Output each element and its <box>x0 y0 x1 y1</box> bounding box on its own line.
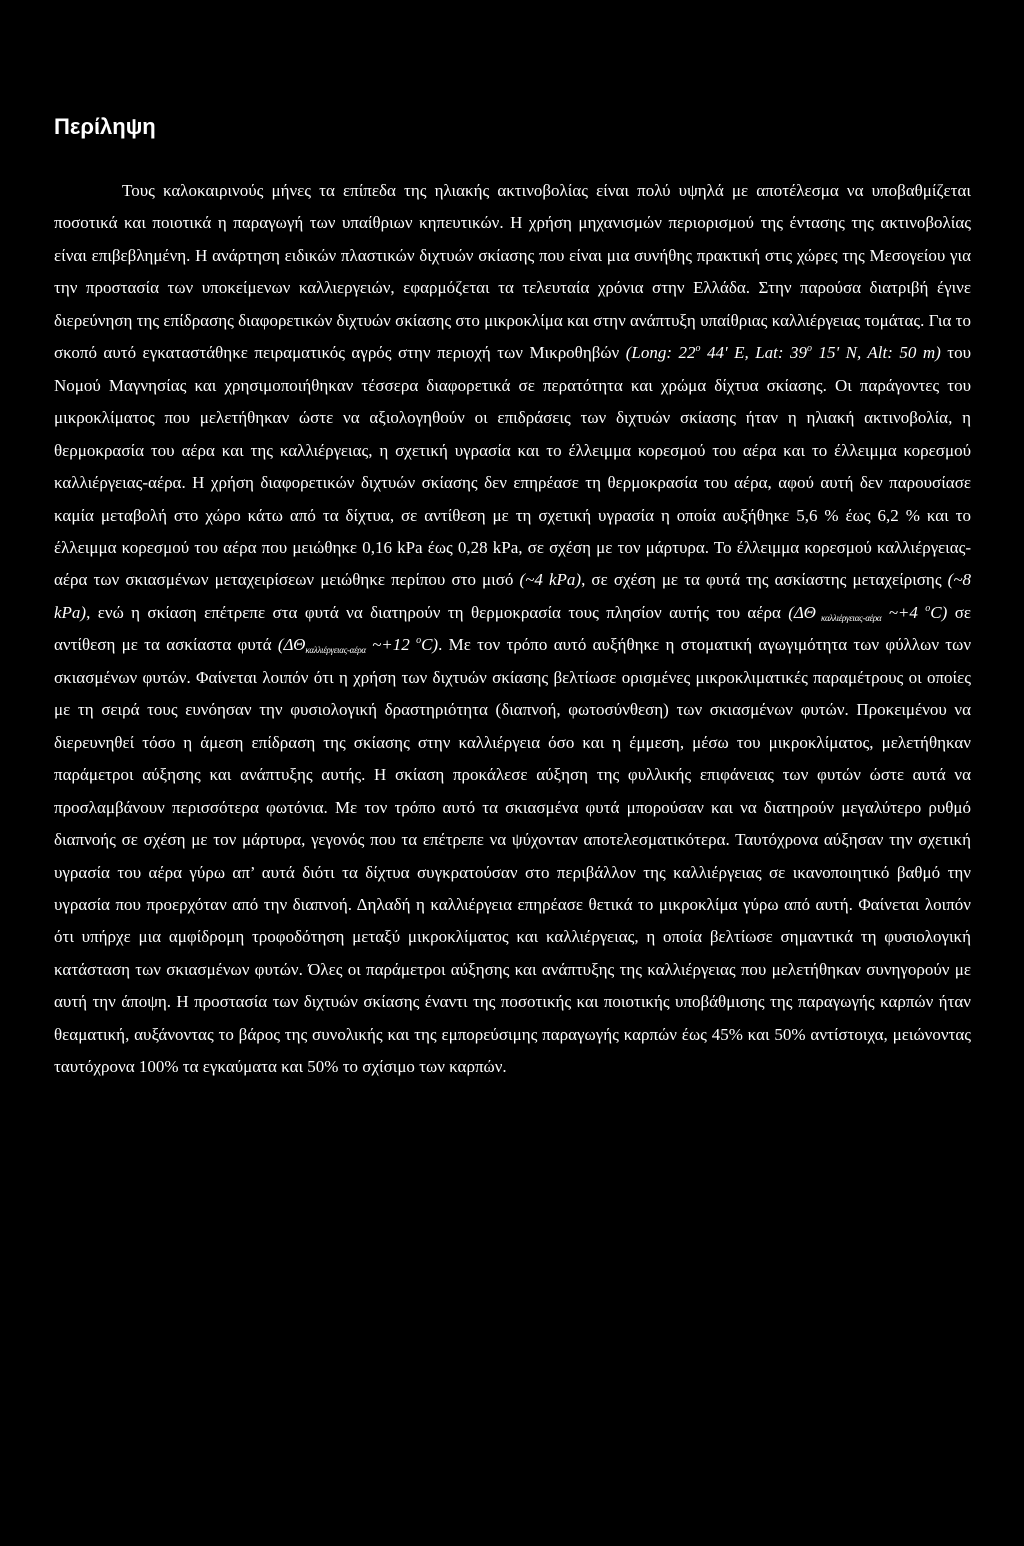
celsius-unit: C) <box>421 635 439 655</box>
abstract-text: , σε σχέση με τα φυτά της ασκίαστης μεταχείρισης <box>581 570 948 590</box>
delta-theta-subscript: καλλιέργειας-αέρα <box>815 612 882 623</box>
degree-symbol: o <box>695 343 701 355</box>
abstract-text: , ενώ η σκίαση επέτρεπε στα φυτά να διατηρούν τη θερμοκρασία τους πλησίον αυτής του αέρα <box>86 602 789 622</box>
value-4kpa: (~4 kPa) <box>519 570 582 590</box>
delta-theta-value: ~+4 <box>881 602 926 622</box>
abstract-text: του Νομού Μαγνησίας και χρησιμοποιήθηκαν τέσσερα διαφορετικά σε περατότητα και χρώμα δίχτυα σκίασης. Οι παράγοντες του μικροκλίματος που μελετήθηκαν ώστε να αξιολογηθούν οι επιδράσεις των διχτυών σκίασης ήταν η ηλιακή ακτινοβολία, η θερμοκρασία του αέρα και της καλλιέργειας, η σχετική υγρασία και το έλλειμμα κορεσμού του αέρα και το έλλειμμα κορεσμού καλλιέργειας-αέρα. Η χρήση διαφορετικών διχτυών σκίασης δεν επηρέασε τη θερμοκρασία του αέρα, αφού αυτή δεν παρουσίασε καμία μεταβολή στο χώρο κάτω από τα δίχτυα, σε αντίθεση με τη σχετική υγρασία η οποία αυξήθηκε 5,6 % έως 6,2 % και το έλλειμμα κορεσμού του αέρα που μειώθηκε 0,16 kPa έως 0,28 kPa, σε σχέση με τον μάρτυρα. Το έλλειμμα κορεσμού καλλιέργειας-αέρα των σκιασμένων μεταχειρίσεων μειώθηκε περίπου στο μισό <box>54 343 972 590</box>
delta-theta-symbol: (ΔΘ <box>277 635 306 655</box>
degree-symbol: o <box>416 635 422 647</box>
celsius-unit: C) <box>930 602 948 622</box>
delta-theta-shaded <box>788 603 947 622</box>
abstract-paragraph <box>54 175 971 1084</box>
value-8kpa: (~8 kPa) <box>54 570 972 622</box>
delta-theta-symbol: (ΔΘ <box>788 602 816 622</box>
degree-symbol: o <box>807 343 813 355</box>
coordinate-longitude: (Long: 22 <box>625 343 696 363</box>
coordinates-text <box>626 343 941 362</box>
coordinate-latitude: 44' E, Lat: 39 <box>700 343 808 363</box>
abstract-text: Τους καλοκαιρινούς μήνες τα επίπεδα της ηλιακής ακτινοβολίας είναι πολύ υψηλά με αποτέλεσμα να υποβαθμίζεται ποσοτικά και ποιοτικά η παραγωγή των υπαίθριων κηπευτικών. Η χρήση μηχανισμών περιορισμού της έντασης της ακτινοβολίας είναι επιβεβλημένη. Η ανάρτηση ειδικών πλαστικών διχτυών σκίασης που είναι μια συνήθης πρακτική στις χώρες της Μεσογείου για την προστασία των υποκείμενων καλλιεργειών, εφαρμόζεται τα τελευταία χρόνια στην Ελλάδα. Στην παρούσα διατριβή έγινε διερεύνηση της επίδρασης διαφορετικών διχτυών σκίασης στο μικροκλίμα και στην ανάπτυξη υπαίθριας καλλιέργειας τομάτας. Για το σκοπό αυτό εγκαταστάθηκε πειραματικός αγρός στην περιοχή των Μικροθηβών <box>54 181 971 363</box>
page-title: Περίληψη <box>54 114 156 139</box>
degree-symbol: o <box>925 602 931 614</box>
delta-theta-subscript: καλλιέργειας-αέρα <box>305 645 366 656</box>
abstract-text: σε αντίθεση με τα ασκίαστα φυτά <box>54 602 971 655</box>
delta-theta-unshaded <box>278 635 438 654</box>
delta-theta-value: ~+12 <box>365 635 417 655</box>
abstract-text: . Με τον τρόπο αυτό αυξήθηκε η στοματική αγωγιμότητα των φύλλων των σκιασμένων φυτών. Φαίνεται λοιπόν ότι η χρήση των διχτυών σκίασης βελτίωσε ορισμένες μικροκλιματικές παραμέτρους οι οποίες με τη σειρά τους ευνόησαν την φυσιολογική δραστηριότητα (διαπνοή, φωτοσύνθεση) των σκιασμένων φυτών. Προκειμένου να διερευνηθεί τόσο η άμεση επίδραση της σκίασης στην καλλιέργεια όσο και η έμμεση, μέσω του μικροκλίματος, μελετήθηκαν παράμετροι αύξησης και ανάπτυξης αυτής. Η σκίαση προκάλεσε αύξηση της φυλλικής επιφάνειας των φυτών ώστε αυτά να προσλαμβάνουν περισσότερα φωτόνια. Με τον τρόπο αυτό τα σκιασμένα φυτά μπορούσαν και να διατηρούν μεγαλύτερο ρυθμό διαπνοής σε σχέση με τον μάρτυρα, γεγονός που τα επέτρεπε να ψύχονταν αποτελεσματικότερα. Ταυτόχρονα αύξησαν την σχετική υγρασία του αέρα γύρω απ’ αυτά διότι τα δίχτυα συγκρατούσαν στο περιβάλλον της καλλιέργειας σε ικανοποιητικό βαθμό την υγρασία που προερχόταν από την διαπνοή. Δηλαδή η καλλιέργεια επηρέασε θετικά το μικροκλίμα γύρω από αυτή. Φαίνεται λοιπόν ότι υπήρχε μια αμφίδρομη τροφοδότηση μεταξύ μικροκλίματος και καλλιέργειας, η οποία βελτίωσε σημαντικά τη φυσιολογική κατάσταση των σκιασμένων φυτών. Όλες οι παράμετροι αύξησης και ανάπτυξης της καλλιέργειας που μελετήθηκαν συνηγορούν με αυτή την άποψη. Η προστασία των διχτυών σκίασης έναντι της ποσοτικής και ποιοτικής υποβάθμισης της παραγωγής καρπών ήταν θεαματική, αυξάνοντας το βάρος της συνολικής και της εμπορεύσιμης παραγωγής καρπών έως 45% και 50% αντίστοιχα, μειώνοντας ταυτόχρονα 100% τα εγκαύματα και 50% το σχίσιμο των καρπών. <box>54 635 972 1077</box>
coordinate-altitude: 15' N, Alt: 50 m) <box>812 343 941 363</box>
